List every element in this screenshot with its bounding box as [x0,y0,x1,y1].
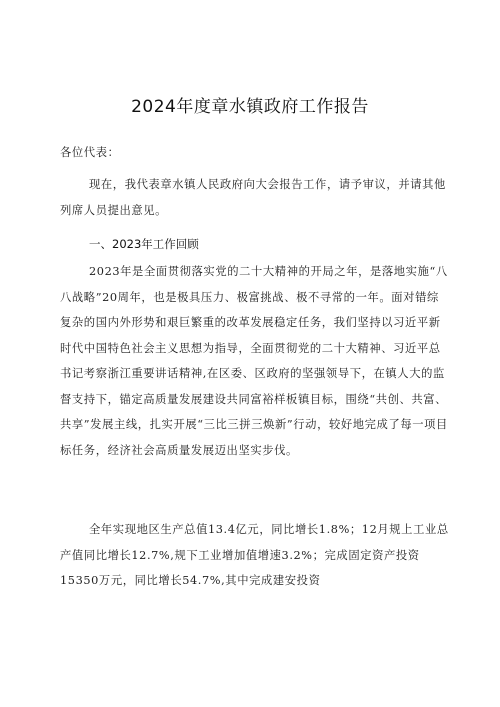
paragraph-intro-text: 现在，我代表章水镇人民政府向大会报告工作，请予审议，并请其他列席人员提出意见。 [60,178,446,217]
paragraph-review-text: 2023年是全面贯彻落实党的二十大精神的开局之年，是落地实施“八八战略”20周年，也是极具压力、极富挑战、极不寻常的一年。面对错综复杂的国内外形势和艰巨繁重的改革发展稳定任务，我们坚持以习近平新时代中国特色社会主义思想为指导，全面贯彻党的二十大精神、习近平总书记考察浙江重要讲话精神,在区委、区政府的坚强领导下，在镇人大的监督支持下，锚定高质量发展建设共同富裕样板镇目标，围绕“共创、共富、共享”发展主线，扎实开展“三比三拼三焕新”行动，较好地完成了每一项目标任务，经济社会高质量发展迈出坚实步伐。 [60,265,448,457]
paragraph-economy-text: 全年实现地区生产总值13.4亿元，同比增长1.8%；12月规上工业总产值同比增长12.7%,规下工业增加值增速3.2%；完成固定资产投资15350万元，同比增长54.7%,其中完成建安投资 [60,523,449,587]
salutation: 各位代表： [60,146,120,159]
document-title: 2024年度章水镇政府工作报告 [131,97,369,117]
paragraph-review [60,259,450,463]
paragraph-economy [60,517,450,594]
section-heading: 一、2023年工作回顾 [89,237,199,251]
paragraph-intro [60,172,450,223]
